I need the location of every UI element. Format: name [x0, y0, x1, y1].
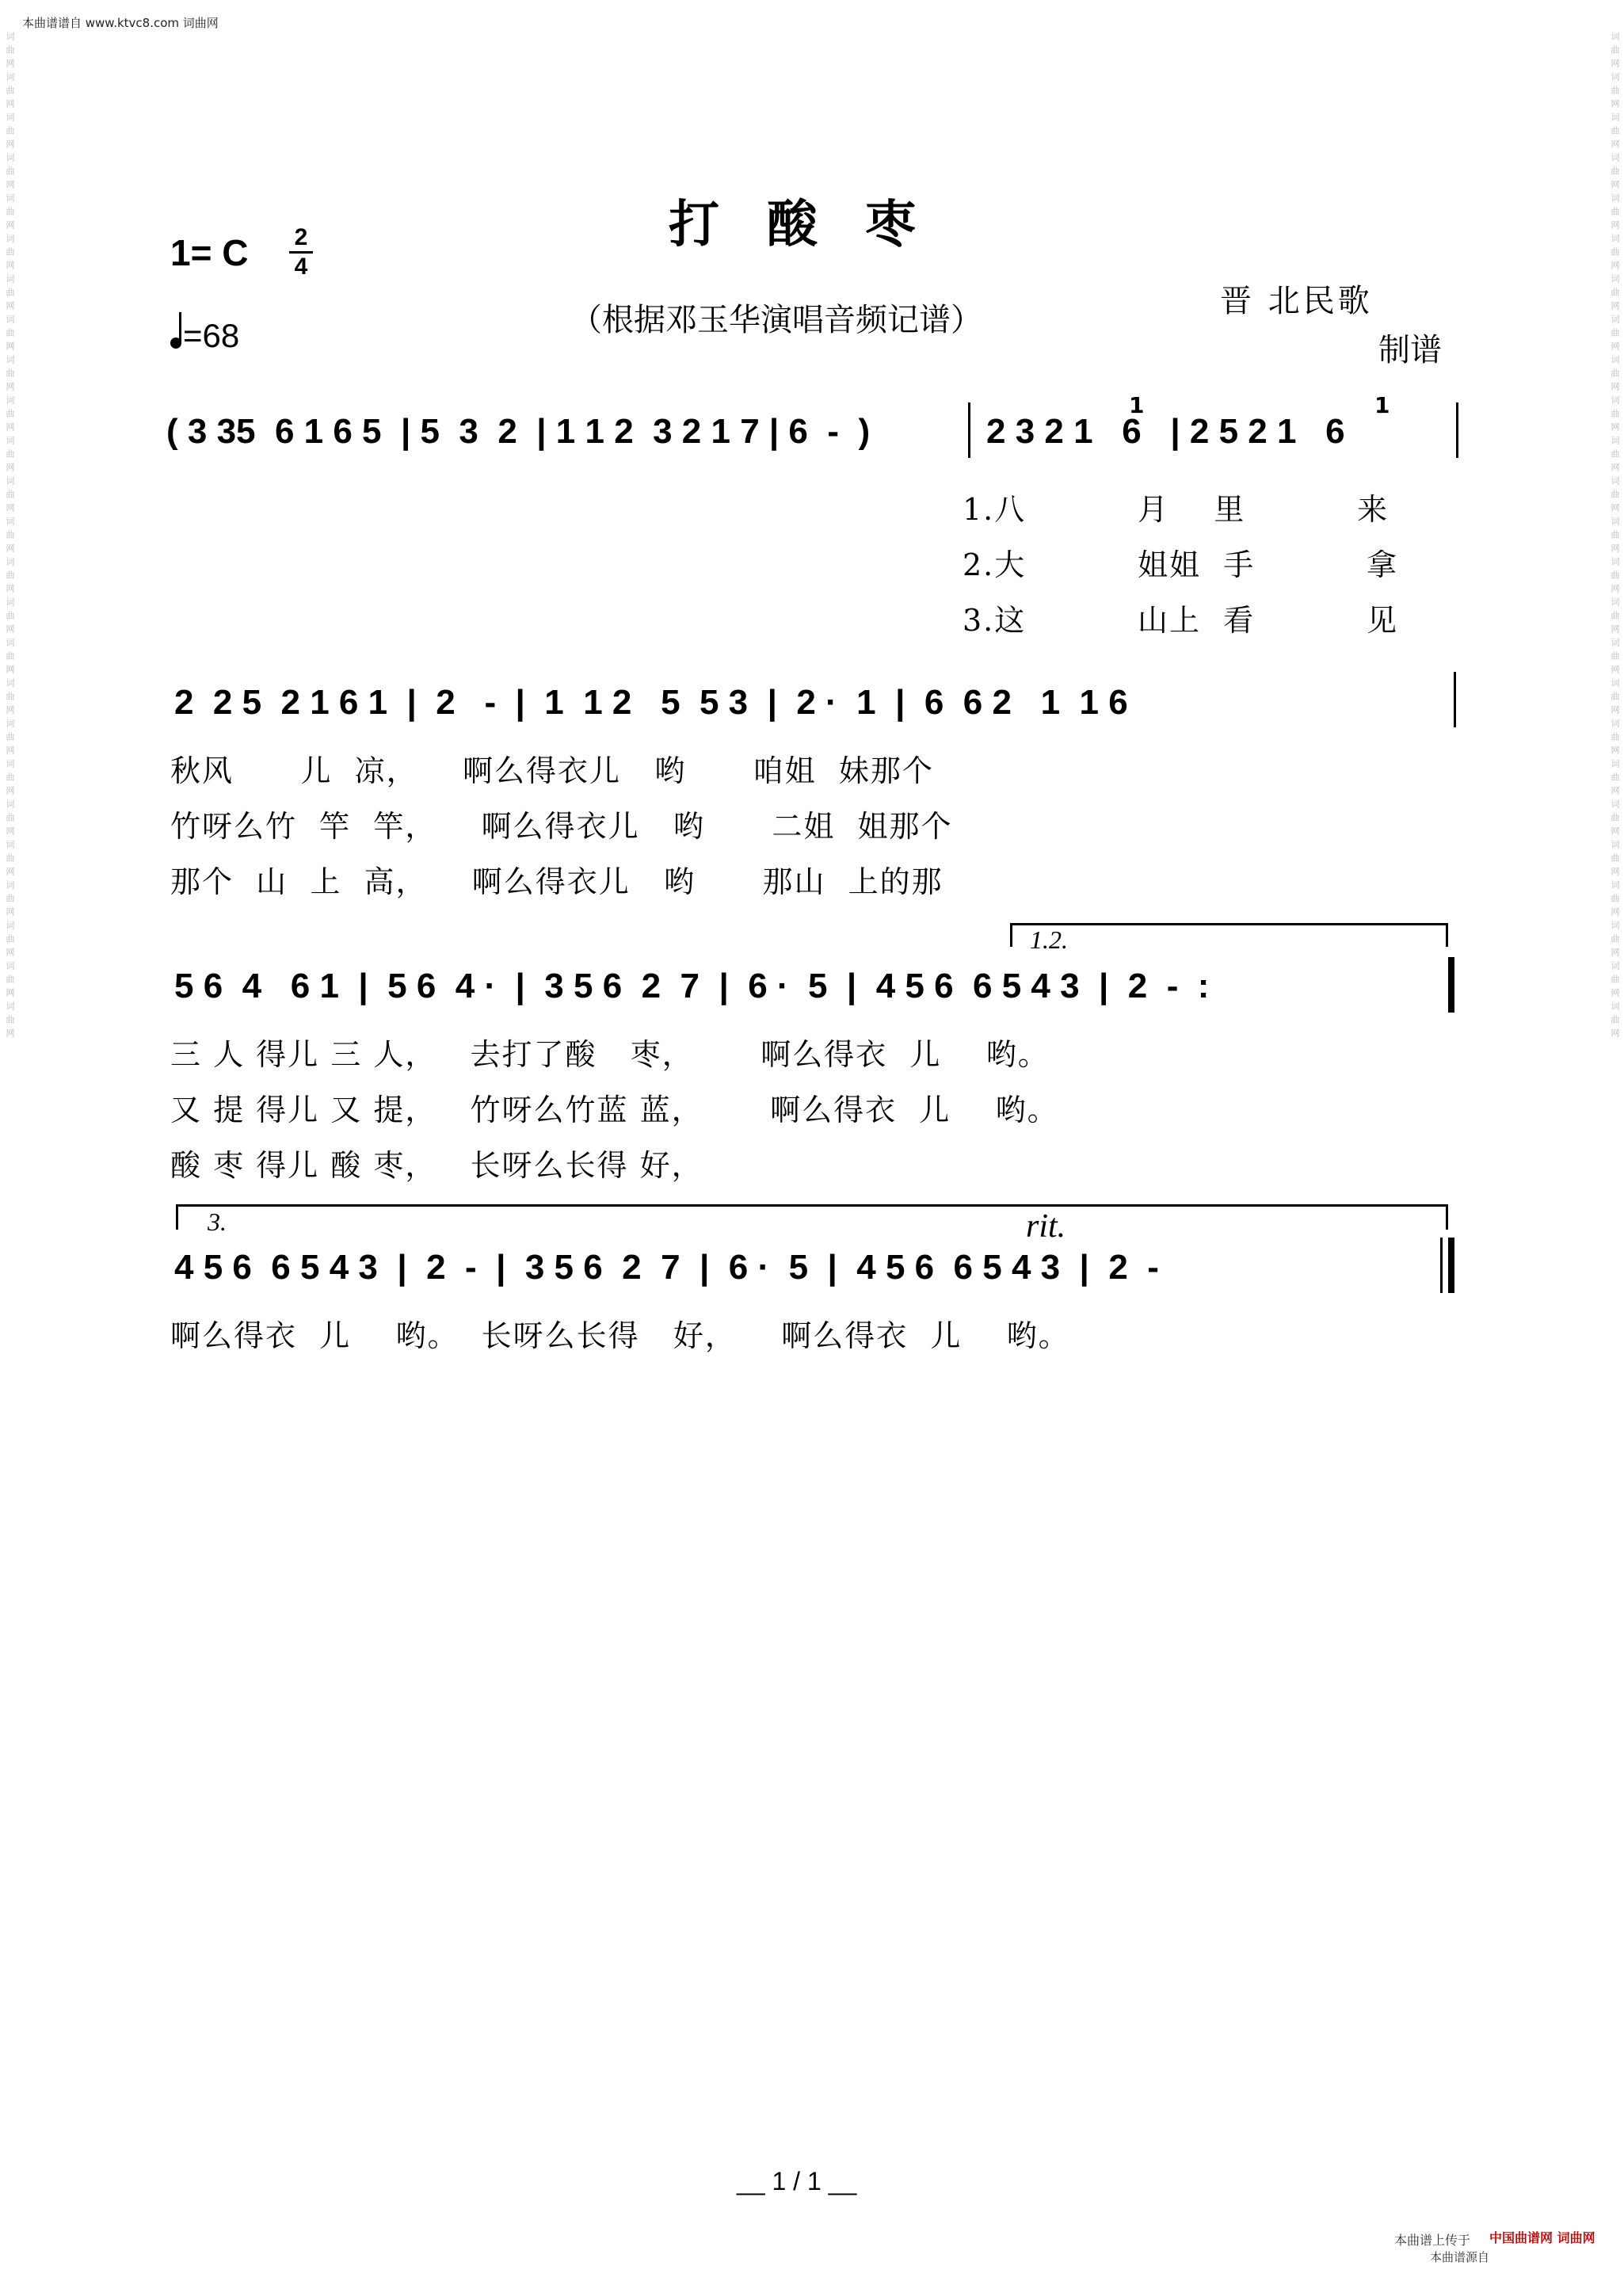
- page-number: __ 1 / 1 __: [737, 2167, 857, 2195]
- system2-lyric-3: 那个 山 上 高， 啊么得衣儿 哟 那山 上的那: [170, 864, 944, 899]
- grace-note-2: 1: [1374, 392, 1390, 418]
- side-watermark-right: 词曲网词曲网词曲网词曲网词曲网词曲网词曲网词曲网词曲网词曲网词曲网词曲网词曲网词曲网词曲网词曲网词曲网词曲网词曲网词曲网词曲网词曲网词曲网词曲网词曲网: [1610, 32, 1620, 1042]
- footer-upload: 本曲谱上传于: [1394, 2233, 1471, 2248]
- tempo-marking: [170, 317, 239, 355]
- key-signature: 1= C: [170, 232, 249, 273]
- system3-lyric-3: 酸 枣 得儿 酸 枣， 长呀么长得 好，: [170, 1148, 703, 1183]
- system4-notes: 4 5 6 6 5 4 3 | 2 - | 3 5 6 2 7 | 6 · 5 | 4 5 6 6 5 4 3 | 2 -: [174, 1248, 1159, 1287]
- system2-lyric-1: 秋风 儿 凉， 啊么得衣儿 哟 咱姐 妹那个: [170, 753, 934, 788]
- time-signature: [287, 226, 315, 279]
- ritardando-marking: rit.: [1026, 1208, 1066, 1245]
- quarter-note-icon: [170, 338, 181, 349]
- header-source: 本曲谱谱自 www.ktvc8.com 词曲网: [22, 16, 219, 30]
- subtitle: （根据邓玉华演唱音频记谱）: [570, 302, 982, 338]
- time-bottom: 4: [294, 254, 308, 280]
- verse-1-line: 1.八 月 里 来: [963, 492, 1390, 527]
- site-logo: 中国曲谱网 词曲网: [1489, 2230, 1595, 2245]
- side-watermark-left: 词曲网词曲网词曲网词曲网词曲网词曲网词曲网词曲网词曲网词曲网词曲网词曲网词曲网词曲网词曲网词曲网词曲网词曲网词曲网词曲网词曲网词曲网词曲网词曲网词曲网: [5, 32, 15, 1042]
- phrase-notes: 2 3 2 1 6 | 2 5 2 1 6: [986, 412, 1345, 451]
- time-top: 2: [294, 224, 308, 250]
- volta-1-2: 1.2.: [1030, 925, 1068, 954]
- system2-lyric-2: 竹呀么竹 竿 竿， 啊么得衣儿 哟 二姐 姐那个: [170, 809, 953, 844]
- system3-lyric-2: 又 提 得儿 又 提， 竹呀么竹蓝 蓝， 啊么得衣 儿 哟。: [170, 1093, 1059, 1127]
- song-title: 打酸枣: [669, 195, 963, 254]
- volta-3: 3.: [208, 1207, 227, 1236]
- system3-lyric-1: 三 人 得儿 三 人， 去打了酸 枣， 啊么得衣 儿 哟。: [170, 1037, 1050, 1072]
- arranger: 制谱: [1378, 332, 1442, 368]
- tempo-value: =68: [183, 317, 240, 354]
- system3-notes: 5 6 4 6 1 | 5 6 4 · | 3 5 6 2 7 | 6 · 5 | 4 5 6 6 5 4 3 | 2 - :: [174, 967, 1210, 1005]
- system4-lyric: 啊么得衣 儿 哟。 长呀么长得 好， 啊么得衣 儿 哟。: [170, 1318, 1070, 1353]
- system2-notes: 2 2 5 2 1 6 1 | 2 - | 1 1 2 5 5 3 | 2 · 1 | 6 6 2 1 1 6: [174, 683, 1128, 722]
- intro-notes: ( 3 35 6 1 6 5 | 5 3 2 | 1 1 2 3 2 1 7 | 6 - ): [166, 412, 871, 451]
- footer-source: 本曲谱源自: [1430, 2250, 1490, 2264]
- verse-2-line: 2.大 姐姐 手 拿: [963, 547, 1398, 582]
- composer: 晋 北民歌: [1220, 283, 1373, 319]
- verse-3-line: 3.这 山上 看 见: [963, 603, 1398, 638]
- grace-note-1: 1: [1129, 392, 1145, 418]
